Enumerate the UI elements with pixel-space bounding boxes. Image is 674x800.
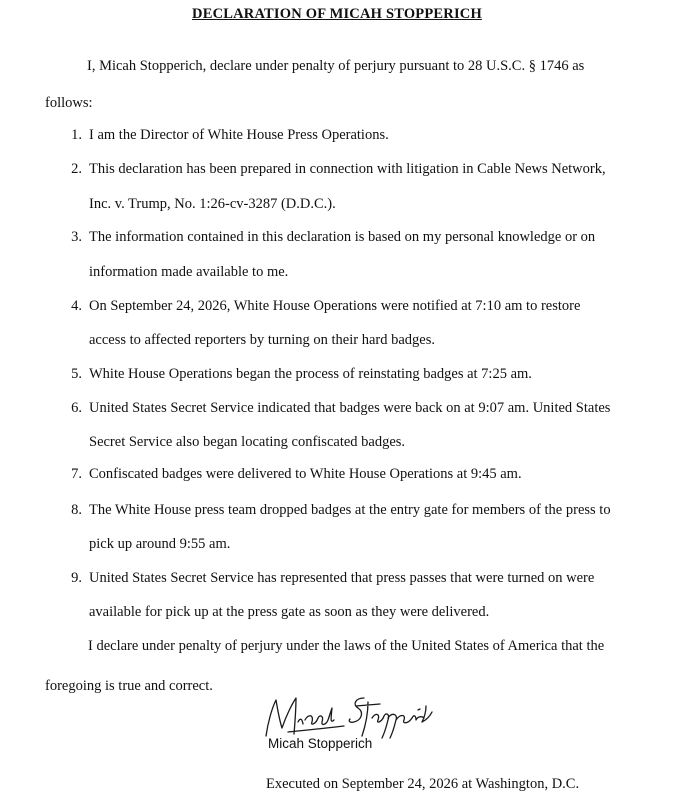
item-text: The White House press team dropped badges at the entry gate for members of the press to: [89, 502, 611, 518]
item-text: United States Secret Service indicated that badges were back on at 9:07 am. United States: [89, 400, 611, 416]
item-number: 6.: [71, 400, 82, 416]
item-text: Inc. v. Trump, No. 1:26-cv-3287 (D.D.C.).: [89, 196, 336, 212]
execution-line: Executed on September 24, 2026 at Washington, D.C.: [266, 776, 580, 792]
item-text: White House Operations began the process of reinstating badges at 7:25 am.: [89, 366, 532, 382]
item-text: On September 24, 2026, White House Operations were notified at 7:10 am to restore: [89, 298, 581, 314]
item-number: 4.: [71, 298, 82, 314]
item-number: 7.: [71, 466, 82, 482]
item-number: 5.: [71, 366, 82, 382]
handwritten-signature: [258, 692, 438, 742]
item-number: 3.: [71, 229, 82, 245]
document-title: DECLARATION OF MICAH STOPPERICH: [192, 6, 482, 22]
item-text: pick up around 9:55 am.: [89, 536, 231, 552]
closing-line-1: I declare under penalty of perjury under the laws of the United States of America that the: [88, 638, 605, 654]
item-text: I am the Director of White House Press Operations.: [89, 127, 389, 143]
item-text: access to affected reporters by turning on their hard badges.: [89, 332, 435, 348]
item-text: United States Secret Service has represented that press passes that were turned on were: [89, 570, 595, 586]
intro-line-1: I, Micah Stopperich, declare under penalty of perjury pursuant to 28 U.S.C. § 1746 as: [87, 58, 585, 74]
intro-line-2: follows:: [45, 95, 93, 111]
item-number: 1.: [71, 127, 82, 143]
item-text: Secret Service also began locating confiscated badges.: [89, 434, 406, 450]
item-text: This declaration has been prepared in connection with litigation in Cable News Network,: [89, 161, 606, 177]
item-number: 2.: [71, 161, 82, 177]
item-text: The information contained in this declaration is based on my personal knowledge or on: [89, 229, 596, 245]
item-text: available for pick up at the press gate as soon as they were delivered.: [89, 604, 490, 620]
item-text: information made available to me.: [89, 264, 289, 280]
item-number: 9.: [71, 570, 82, 586]
signer-name: Micah Stopperich: [268, 736, 373, 751]
item-number: 8.: [71, 502, 82, 518]
closing-line-2: foregoing is true and correct.: [45, 678, 213, 694]
item-text: Confiscated badges were delivered to White House Operations at 9:45 am.: [89, 466, 522, 482]
